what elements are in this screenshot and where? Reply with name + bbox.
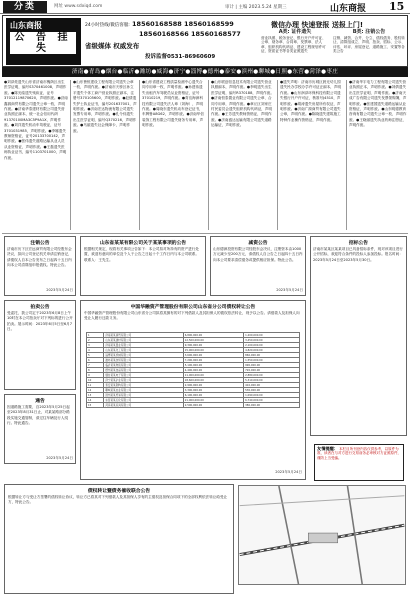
table-cell: 1,550,000.00	[244, 358, 300, 363]
table-cell: 山东某某化工有限公司	[104, 348, 183, 353]
table-cell: 990,000.00	[244, 363, 300, 368]
table-cell: 15	[87, 403, 104, 408]
hotline-row-1	[85, 20, 295, 30]
table-cell: 18,600,000.00	[183, 378, 243, 383]
table-cell: 8	[87, 368, 104, 373]
notice-f-text: 受委托，我公司定于2023年6月8日上午10时在本公司拍卖厅对下列标的进行公开拍卖。展示时间：2023年6月5日至6月7日。	[7, 311, 73, 332]
notice-d-date: 2023年5月24日	[275, 470, 302, 474]
cert-type-b	[333, 30, 405, 54]
notice-b-date: 2023年5月24日	[276, 288, 303, 292]
notice-c-text: 根据相关规定，现将有关事项公告如下：本公司拟对所持有的资产进行处置，欢迎有意向的单位及个人于公告之日起十个工作日内与本公司联系。联系人：王先生。	[84, 247, 199, 262]
column-divider	[208, 80, 209, 230]
map-construction-zone	[308, 533, 337, 543]
section-tag: 分类	[3, 1, 47, 13]
road-map	[238, 485, 406, 585]
notice-g-date: 2023年5月24日	[46, 456, 73, 460]
debt-table-body	[87, 333, 300, 408]
notice-column-6: ●济南华宇电力工程有限公司遗失营业执照正本，声明作废。●刘倩遗失出生医学证明，声明作废。●济南天成广告有限公司遗失发票领购簿，声明作废。●张建国遗失道路运输从业资格证，声明作废。●山东明德教育咨询有限公司遗失公章一枚，声明作废。●王晓丽遗失执业药师注册证，声明作废。	[349, 80, 407, 128]
brand-logo	[6, 18, 81, 65]
table-cell: 11	[87, 383, 104, 388]
table-cell: 7	[87, 363, 104, 368]
notice-column-5: ●遗失声明：济南市历城区晨光幼儿园遗失民办学校办学许可证正副本，声明作废。●山东润泽环保科技有限公司遗失银行开户许可证，核准号J4510，声明作废。●胡涛遗失房屋所有权证，声明作废。●济南广源商贸有限公司遗失公章，声明作废。●陈晓遗失建筑施工特种作业操作资格证，声明作废。	[280, 80, 342, 122]
table-cell: 聊城某某农业有限公司	[104, 388, 183, 393]
hotline-phones-2: 18560168566 18560168577	[139, 30, 241, 38]
notice-column-4: ●山东联创信息技术有限公司遗失营业执照副本，声明作废。●李明遗失出生医学证明，编号R370188，声明作废。●济南恒泰置业有限公司遗失公章、合同专用章，声明作废。●章丘区刘家庄村民委员会遗失组织机构代码证，声明作废。●王芳遗失教师资格证，声明作废。●济南盛达运输有限公司遗失道路运输证，声明作废。	[211, 80, 274, 128]
table-cell: 济南某某商贸有限公司	[104, 333, 183, 338]
table-cell: 2,500,000.00	[183, 403, 243, 408]
notice-b-text: 山东德润投资有限公司经股东会决议，注册资本由1000万元减少至200万元，请债权人自公告之日起四十五日内向本公司要求清偿债务或提供相应担保。特此公告。	[213, 247, 303, 262]
notice-c-title: 山东省某某有限公司关于某某事项的公告	[99, 241, 187, 246]
warning-text: 本栏目所刊登内容仅供参考，以原件为准，读者在与对方进行交易前务必审核对方证照原件，谨防上当受骗。	[317, 447, 401, 460]
cert-type-a-text: 营业执照、税务登记、银行开户许可证、公章、财务章、合同章、发票章、法人章、组织机构代码证、建设工程规划许可证、资质证书等各类证照遗失	[261, 35, 326, 54]
table-cell: 3,300,000.00	[183, 388, 243, 393]
table-cell: 530,000.00	[244, 388, 300, 393]
notice-h-title: 债权转让暨债务催收联合公告	[87, 489, 151, 494]
notice-a-text: 济南市历下区宏远商贸有限公司经股东会决议，拟向公司登记机关申请注销登记，请债权人自本公告发布之日起四十五日内向本公司清算组申报债权。特此公告。	[7, 247, 72, 268]
table-cell: 6,740,000.00	[244, 398, 300, 403]
table-cell: 12	[87, 388, 104, 393]
notice-e-title: 招标公告	[348, 241, 369, 246]
table-cell: 6,100,000.00	[183, 393, 243, 398]
table-cell: 13	[87, 393, 104, 398]
hotline-label: 24小时热线/微信客服:	[85, 23, 130, 28]
column-divider	[139, 80, 140, 230]
city-list: 济南●青岛●烟台●临沂●潍坊●威海●济宁●淄博●德州●泰安●滨州●聊城●日照●东营●菏泽●枣庄	[2, 67, 408, 77]
table-cell: 潍坊某某纺织有限公司	[104, 358, 183, 363]
table-cell: 烟台某某电子有限公司	[104, 373, 183, 378]
table-cell: 860,000.00	[244, 353, 300, 358]
notice-column-1: ●刘泽炫遗失山东省济南市槐荫区出生医学证明，编号S370461008，声明作废。●陈光临遗失残疾证，证号37012119870620，声明作废。●济南鑫源商贸有限公司遗失公章一枚，声明作废。●济南华泰建材有限公司遗失营业执照正副本，统一社会信用代码91370100MA3C5P9A1X，声明作废。●刘洋遗失机动车驾驶证，证号3701031985，声明作废。●李娜遗失教师资格证，证号20133700142，声明作废。●张伟遗失道路运输从业人员从业资格证，声明作废。●王磊遗失医师执业证书，编号1103701000，声明作废。	[4, 80, 68, 160]
table-cell: 5,100,000.00	[183, 363, 243, 368]
cert-type-b-text: 注销、减资、合并、分立、债权债务、股权转让、清算组成立、声明、拍卖、招标、公示、评估、环评、房屋登记、道路施工、安置等各类公告	[333, 35, 405, 54]
table-cell: 10	[87, 378, 104, 383]
wechat-slogan: 微信办理 快速登报 送报上门!	[271, 21, 364, 29]
table-cell: 3,450,000.00	[244, 338, 300, 343]
table-cell: 山东某某建材有限公司	[104, 338, 183, 343]
table-cell: 德州某某食品有限公司	[104, 368, 183, 373]
warning-title: 友情提醒：	[317, 446, 338, 451]
table-cell: 5	[87, 353, 104, 358]
table-cell: 1,200,000.00	[244, 333, 300, 338]
table-cell: 1	[87, 333, 104, 338]
section-rule	[2, 233, 408, 234]
hotline-phones-1: 18560168588 18560168599	[132, 20, 234, 28]
table-row	[87, 403, 300, 408]
issue-date: 审计 | 主编 2023.5.24 星期三	[225, 5, 287, 10]
table-cell: 21,000,000.00	[183, 398, 243, 403]
table-cell: 9	[87, 373, 104, 378]
column-divider	[277, 80, 278, 230]
table-cell: 2,880,000.00	[244, 373, 300, 378]
table-cell: 7,200,000.00	[183, 358, 243, 363]
table-cell: 9,300,000.00	[183, 343, 243, 348]
cert-type-a	[261, 30, 329, 54]
cert-type-a-title: A类: 证件遗失	[278, 29, 312, 35]
table-cell: 滨州某某贸易有限公司	[104, 393, 183, 398]
brand-notice-label: 公 告 挂 失	[10, 32, 76, 54]
table-cell: 6,800,000.00	[183, 333, 243, 338]
table-cell: 4,820,000.00	[244, 348, 300, 353]
complaint-line: 投诉监督0531-86960609	[145, 54, 216, 60]
page-number: 15	[389, 0, 405, 13]
table-cell: 济宁某某矿业有限公司	[104, 378, 183, 383]
notice-a-date: 2023年5月24日	[46, 288, 73, 292]
notice-d-title: 中国华融资产管理股份有限公司山东省分公司债权转让公告	[130, 305, 256, 310]
table-cell: 410,000.00	[244, 383, 300, 388]
notice-column-3: ●山东省建设工程质量检测中心遗失合同专用章一枚，声明作废。●孙建伟遗失出租汽车驾驶员从业资格证，证号37010219，声明作废。●青岛海润科技有限公司遗失法人章（刘海），声明作废。●周晓东遗失机动车登记证书，车牌鲁A8G62，声明作废。●济南华信装饰工程有限公司遗失财务专用章，声明作废。	[142, 80, 204, 128]
table-cell: 4	[87, 348, 104, 353]
reader-warning-box	[314, 444, 404, 481]
brand-name: 山东商报	[10, 20, 42, 30]
table-cell: 泰安某某钢构有限公司	[104, 383, 183, 388]
table-cell: 菏泽某某家具有限公司	[104, 403, 183, 408]
notice-b-title: 减资公告	[248, 241, 268, 246]
notice-d-text: 中国华融资产管理股份有限公司山东省分公司拟将其拥有的对下列借款人及其担保人的债权依法转让，现予以公告。请借款人及担保人向受让人履行还款义务。	[84, 311, 300, 321]
notice-g-title: 通告	[35, 399, 45, 404]
table-cell: 淄博某某机械有限公司	[104, 353, 183, 358]
notice-f-title: 拍卖公告	[30, 305, 50, 310]
notice-g-text: 因道路施工需要，自2023年5月25日起至2023年8月31日止，对某某路部分路段实施交通管制，请过往车辆及行人绕行。特此通告。	[7, 405, 70, 426]
table-cell: 济南某某置业有限公司	[104, 343, 183, 348]
classified-banner	[2, 15, 408, 67]
column-divider	[70, 80, 71, 230]
notice-column-2: ●山东鲁恒建设工程有限公司遗失公章一枚，声明作废。●济南市天桥区孙立平遗失个体工商户营业执照正副本，注册号370105600，声明作废。●赵倩遗失护士执业证书，编号201637001，声明作废。●济南宏达物流有限公司遗失发票专用章，声明作废。●孔令伟遗失出生医学证明，编号Q370216，声明作废。●马丽遗失社会保障卡，声明作废。	[73, 80, 137, 133]
newspaper-name: 山东商报	[330, 4, 367, 14]
website-url: 网址 www.sdxiqd.com	[54, 4, 103, 9]
table-cell: 11,000,000.00	[183, 373, 243, 378]
table-cell: 6	[87, 358, 104, 363]
table-cell: 1,090,000.00	[244, 393, 300, 398]
table-cell: 15,000,000.00	[183, 348, 243, 353]
table-cell: 临沂某某物流有限公司	[104, 363, 183, 368]
table-cell: 3,600,000.00	[183, 353, 243, 358]
table-cell: 2,900,000.00	[183, 383, 243, 388]
table-cell: 380,000.00	[244, 403, 300, 408]
table-cell: 5,310,000.00	[244, 378, 300, 383]
cert-type-b-title: B类: 注销公告	[352, 29, 386, 35]
debt-table	[86, 332, 300, 408]
brand-slogan: 省级媒体 权威发布	[85, 42, 140, 50]
table-cell: 720,000.00	[244, 368, 300, 373]
table-cell: 东营某某石化有限公司	[104, 398, 183, 403]
table-cell: 12,500,000.00	[183, 338, 243, 343]
notice-h-text: 根据转让方与受让方签署的债权转让协议，转让方已将其对下列借款人及其担保人享有的主债权及担保合同项下的全部权利依法转让给受让方，特此公告。	[8, 495, 228, 505]
column-divider	[346, 80, 347, 230]
table-cell: 2	[87, 338, 104, 343]
table-cell: 4,400,000.00	[183, 368, 243, 373]
notice-e-text: 济南市某某区某某项目已具备招标条件，现对该项目进行公开招标，欢迎符合条件的投标人参加投标。报名时间：2023年5月24日至2023年5月30日。	[313, 247, 403, 262]
table-cell: 3	[87, 343, 104, 348]
notice-a-title: 注销公告	[30, 241, 50, 246]
table-cell: 2,100,000.00	[244, 343, 300, 348]
page-header	[0, 0, 410, 14]
table-cell: 14	[87, 398, 104, 403]
